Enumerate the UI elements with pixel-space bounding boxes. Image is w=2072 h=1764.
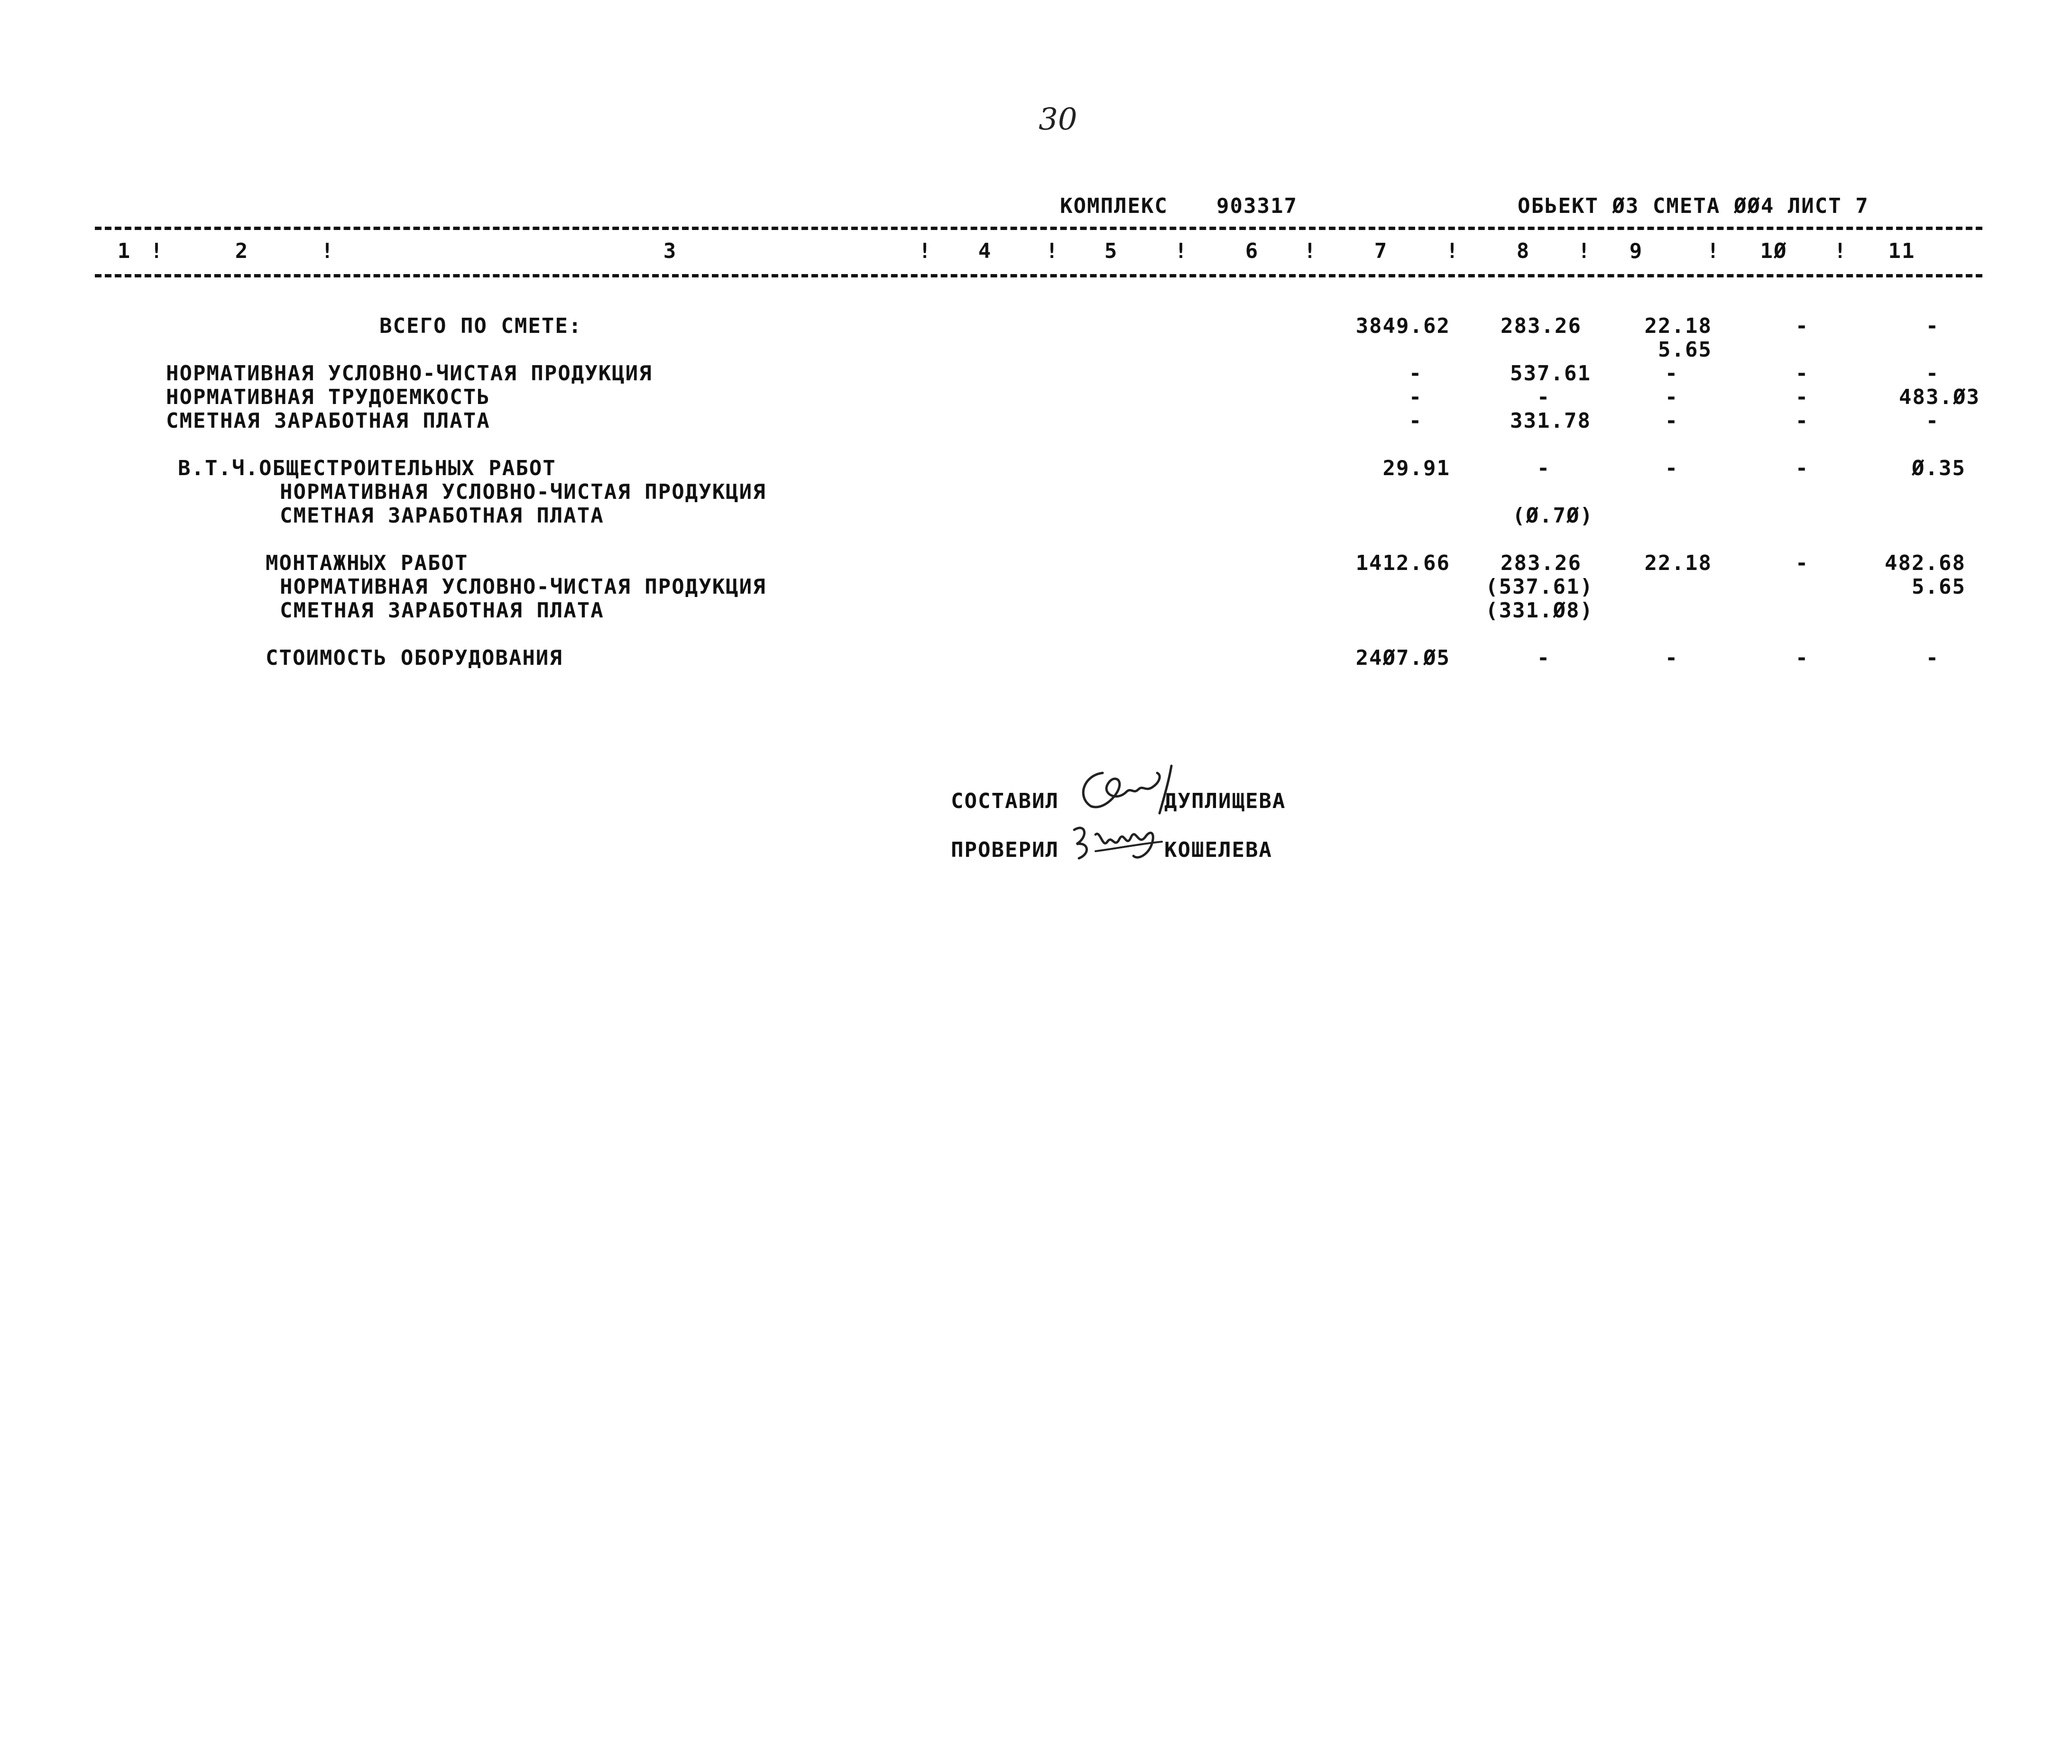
cell-col8: (331.Ø8) <box>1485 598 1593 623</box>
column-separator: ! <box>1706 239 1720 263</box>
row-label: НОРМАТИВНАЯ УСЛОВНО-ЧИСТАЯ ПРОДУКЦИЯ <box>280 480 766 504</box>
cell-col9: 22.18 <box>1644 314 1712 338</box>
column-number: 1Ø <box>1760 239 1787 263</box>
column-separator: ! <box>1174 239 1188 263</box>
cell-col7: 29.91 <box>1382 456 1450 480</box>
cell-col7: 24Ø7.Ø5 <box>1355 646 1450 670</box>
column-number: 8 <box>1516 239 1530 263</box>
cell-col11: - <box>1925 409 1940 433</box>
cell-col11: 5.65 <box>1912 575 1966 599</box>
column-number: 3 <box>663 239 677 263</box>
cell-col10: - <box>1795 646 1809 670</box>
column-separator: ! <box>321 239 334 263</box>
cell-col8: - <box>1537 456 1551 480</box>
cell-col10: - <box>1795 456 1809 480</box>
column-separator: ! <box>1833 239 1847 263</box>
cell-col8: - <box>1537 385 1551 409</box>
cell-col7: 1412.66 <box>1355 551 1450 575</box>
column-separator: ! <box>1045 239 1059 263</box>
column-separator: ! <box>150 239 163 263</box>
cell-col8: - <box>1537 646 1551 670</box>
column-number: 7 <box>1374 239 1388 263</box>
cell-col7: - <box>1409 409 1423 433</box>
cell-col7: - <box>1409 385 1423 409</box>
column-separator: ! <box>1446 239 1459 263</box>
cell-col10: - <box>1795 314 1809 338</box>
column-number: 1 <box>117 239 131 263</box>
column-number: 4 <box>978 239 992 263</box>
column-number: 9 <box>1629 239 1643 263</box>
cell-col11: - <box>1925 361 1940 386</box>
signature-scribble <box>1067 816 1167 863</box>
compiled-label: СОСТАВИЛ <box>951 789 1059 813</box>
cell-col9: 22.18 <box>1644 551 1712 575</box>
cell-col11: 483.Ø3 <box>1899 385 1980 409</box>
column-separator: ! <box>918 239 931 263</box>
cell-col10: - <box>1795 409 1809 433</box>
cell-col10: - <box>1795 551 1809 575</box>
cell-col8: 537.61 <box>1510 361 1591 386</box>
cell-col7: 3849.62 <box>1355 314 1450 338</box>
row-label: НОРМАТИВНАЯ ТРУДОЕМКОСТЬ <box>166 385 490 409</box>
column-separator: ! <box>1303 239 1317 263</box>
column-number: 11 <box>1888 239 1915 263</box>
object-estimate-sheet: ОБЬЕКТ Ø3 СМЕТА ØØ4 ЛИСТ 7 <box>1518 194 1869 218</box>
column-number: 6 <box>1245 239 1259 263</box>
complex-code: 903317 <box>1216 194 1298 218</box>
compiled-name: ДУПЛИЩЕВА <box>1164 789 1286 813</box>
row-label: В.Т.Ч.ОБЩЕСТРОИТЕЛЬНЫХ РАБОТ <box>178 456 556 480</box>
cell-col8: 331.78 <box>1510 409 1591 433</box>
cell-col10: - <box>1795 361 1809 386</box>
row-label: ВСЕГО ПО СМЕТЕ: <box>379 314 582 338</box>
cell-col7: - <box>1409 361 1423 386</box>
cell-col8: (537.61) <box>1485 575 1593 599</box>
header-rule-bottom <box>95 274 1982 277</box>
cell-col11: 482.68 <box>1885 551 1966 575</box>
row-label: МОНТАЖНЫХ РАБОТ <box>266 551 469 575</box>
cell-col11: - <box>1925 314 1940 338</box>
page-number: 30 <box>1039 102 1077 137</box>
cell-col8: 283.26 <box>1501 551 1582 575</box>
checked-label: ПРОВЕРИЛ <box>951 838 1059 862</box>
cell-col10: - <box>1795 385 1809 409</box>
cell-col8: 283.26 <box>1501 314 1582 338</box>
row-label: СМЕТНАЯ ЗАРАБОТНАЯ ПЛАТА <box>280 598 604 623</box>
column-number: 5 <box>1104 239 1118 263</box>
cell-col9-extra: 5.65 <box>1658 338 1712 362</box>
checked-name: КОШЕЛЕВА <box>1164 838 1272 862</box>
row-label: СМЕТНАЯ ЗАРАБОТНАЯ ПЛАТА <box>166 409 490 433</box>
complex-label: КОМПЛЕКС <box>1060 194 1168 218</box>
cell-col9: - <box>1665 409 1679 433</box>
cell-col9: - <box>1665 361 1679 386</box>
header-rule-top <box>95 227 1982 230</box>
column-separator: ! <box>1577 239 1591 263</box>
cell-col9: - <box>1665 456 1679 480</box>
cell-col11: Ø.35 <box>1912 456 1966 480</box>
row-label: СМЕТНАЯ ЗАРАБОТНАЯ ПЛАТА <box>280 504 604 528</box>
cell-col11: - <box>1925 646 1940 670</box>
row-label: НОРМАТИВНАЯ УСЛОВНО-ЧИСТАЯ ПРОДУКЦИЯ <box>280 575 766 599</box>
cell-col9: - <box>1665 646 1679 670</box>
cell-col8: (Ø.7Ø) <box>1512 504 1593 528</box>
cell-col9: - <box>1665 385 1679 409</box>
row-label: СТОИМОСТЬ ОБОРУДОВАНИЯ <box>266 646 563 670</box>
row-label: НОРМАТИВНАЯ УСЛОВНО-ЧИСТАЯ ПРОДУКЦИЯ <box>166 361 653 386</box>
column-number: 2 <box>235 239 249 263</box>
